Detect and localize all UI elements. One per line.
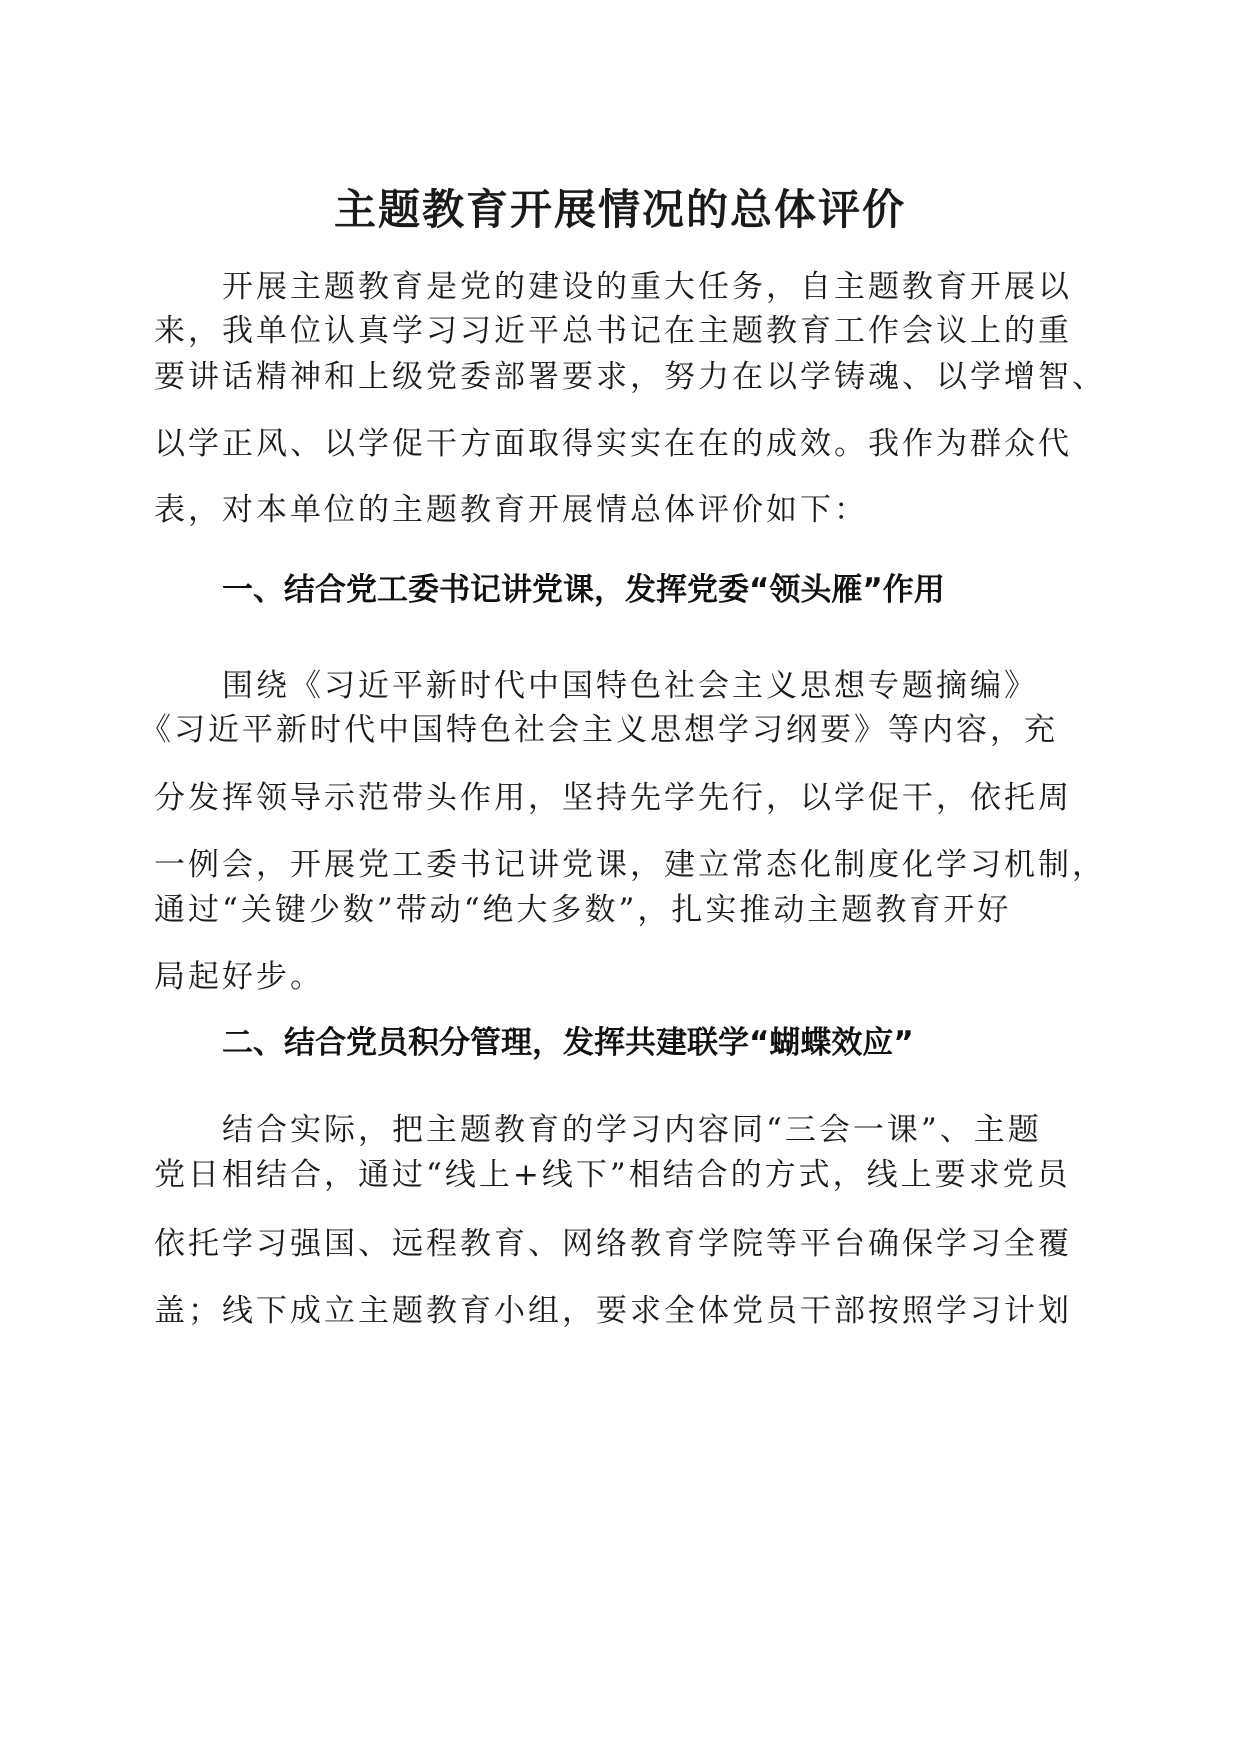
section-1-heading: 一、结合党工委书记讲党课，发挥党委“领头雁”作用 [222,572,945,608]
section-2-line-1: 结合实际，把主题教育的学习内容同“三会一课”、主题 [222,1112,1042,1148]
section-1-line-4: 一例会，开展党工委书记讲党课，建立常态化制度化学习机制， [154,847,1106,883]
section-2-line-2: 党日相结合，通过“线上+线下”相结合的方式，线上要求党员 [154,1157,1071,1193]
intro-line-3: 要讲话精神和上级党委部署要求，努力在以学铸魂、以学增智、 [154,359,1106,395]
section-2-heading: 二、结合党员积分管理，发挥共建联学“蝴蝶效应” [222,1025,914,1061]
section-1-line-3: 分发挥领导示范带头作用，坚持先学先行，以学促干，依托周 [154,780,1072,816]
section-1-line-5: 通过“关键少数”带动“绝大多数”，扎实推动主题教育开好 [154,892,1012,928]
intro-line-4: 以学正风、以学促干方面取得实实在在的成效。我作为群众代 [154,426,1072,462]
section-2-line-4: 盖；线下成立主题教育小组，要求全体党员干部按照学习计划 [154,1293,1072,1329]
section-1-line-2: 《习近平新时代中国特色社会主义思想学习纲要》等内容，充 [140,712,1058,748]
section-2-line-3: 依托学习强国、远程教育、网络教育学院等平台确保学习全覆 [154,1226,1072,1262]
section-1-line-1: 围绕《习近平新时代中国特色社会主义思想专题摘编》 [222,668,1038,704]
intro-line-2: 来，我单位认真学习习近平总书记在主题教育工作会议上的重 [154,313,1072,349]
intro-line-5: 表，对本单位的主题教育开展情总体评价如下： [154,492,868,528]
document-title: 主题教育开展情况的总体评价 [333,185,906,234]
section-1-line-6: 局起好步。 [154,959,324,995]
intro-line-1: 开展主题教育是党的建设的重大任务，自主题教育开展以 [222,269,1072,305]
